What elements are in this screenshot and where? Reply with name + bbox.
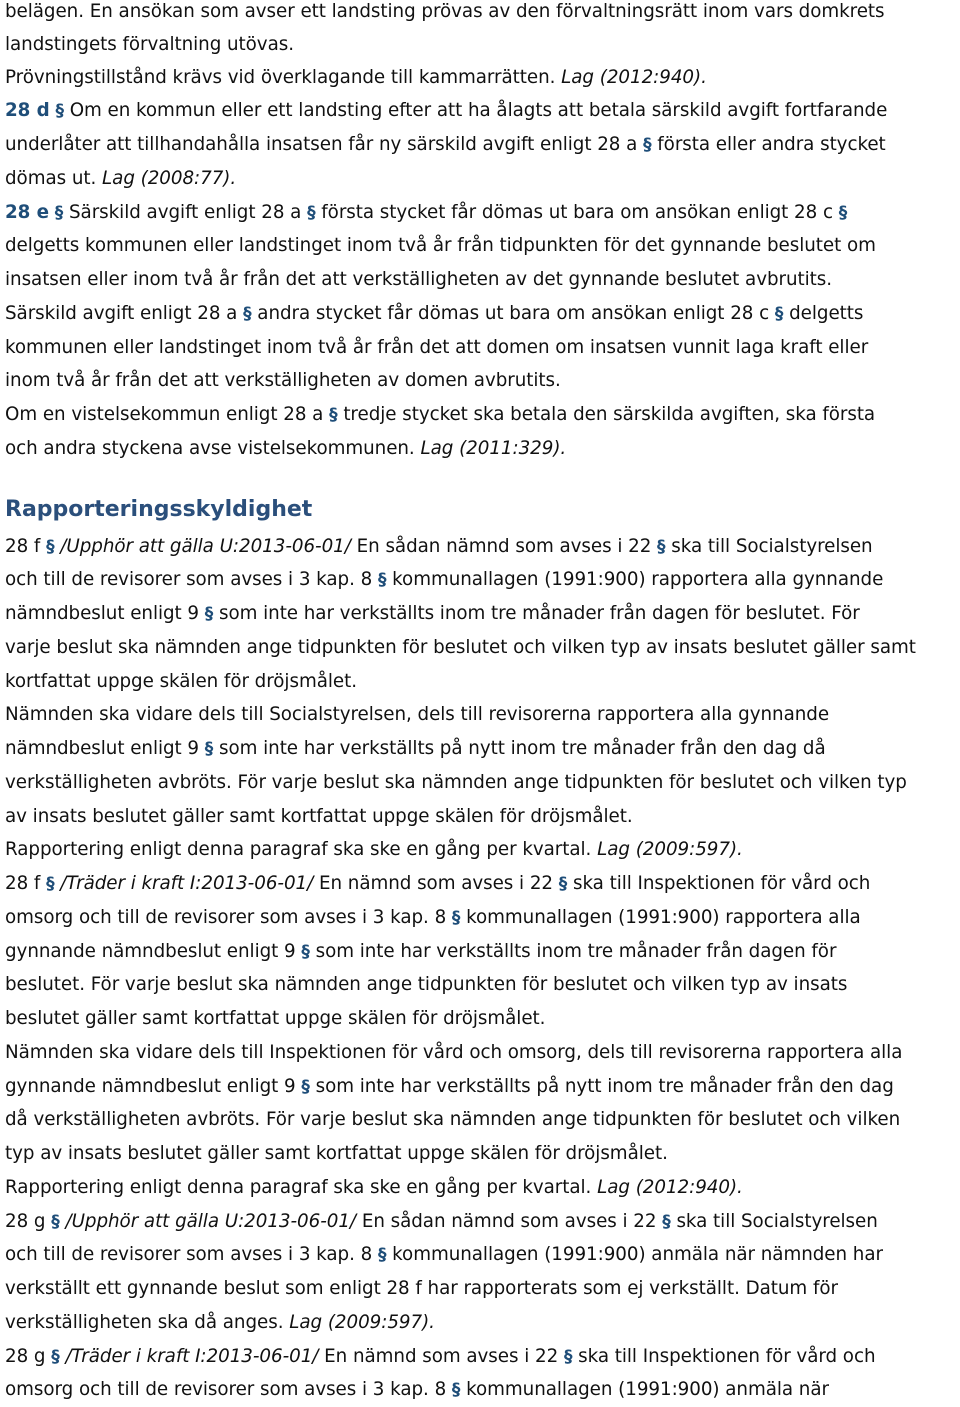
text-line	[5, 162, 236, 196]
text-line	[5, 1103, 900, 1137]
text-line	[5, 1137, 668, 1171]
section-sign-icon: §	[643, 135, 652, 155]
text: gynnande nämndbeslut enligt 9	[5, 1076, 296, 1097]
text: och andra styckena avse vistelsekommunen.	[5, 438, 415, 459]
text: som inte har verkställts inom tre månader från dagen för beslutet. För	[219, 603, 860, 624]
text-line	[5, 1238, 883, 1272]
text: Om en kommun eller ett landsting efter att ha ålagts att betala särskild avgift fortfarande	[69, 100, 888, 121]
law-reference: Lag (2012:940).	[561, 67, 707, 88]
text-line	[5, 732, 826, 766]
text: Särskild avgift enligt 28 a	[69, 202, 302, 223]
law-reference: Lag (2008:77).	[102, 168, 237, 189]
text-line	[5, 935, 836, 969]
validity-status: /Upphör att gälla U:2013-06-01/	[60, 536, 351, 557]
text: En nämnd som avses i 22	[318, 873, 553, 894]
validity-status: /Träder i kraft I:2013-06-01/	[65, 1346, 319, 1367]
text: tredje stycket ska betala den särskilda avgiften, ska första	[343, 404, 876, 425]
law-reference: Lag (2012:940).	[597, 1177, 743, 1198]
text-line	[5, 1002, 545, 1036]
section-sign-icon: §	[55, 101, 64, 121]
text-line	[5, 364, 561, 398]
paragraph-number: 28 g	[5, 1346, 46, 1367]
text-line	[5, 1171, 743, 1205]
law-reference: Lag (2011:329).	[420, 438, 567, 459]
text-line	[5, 1036, 902, 1070]
text: kommunallagen (1991:900) anmäla när nämnden har	[392, 1244, 883, 1265]
text: verkställt ett gynnande beslut som enligt 28 f har rapporterats som ej verkställt. Datum för	[5, 1278, 838, 1299]
text-line	[5, 1070, 894, 1104]
text-line	[5, 867, 870, 901]
text: Rapportering enligt denna paragraf ska ske en gång per kvartal.	[5, 839, 592, 860]
text-line	[5, 196, 847, 230]
text: underlåter att tillhandahålla insatsen får ny särskild avgift enligt 28 a	[5, 134, 638, 155]
text: kommunen eller landstinget inom två år från det att domen om insatsen vunnit laga kraft eller	[5, 337, 869, 358]
section-sign-icon: §	[46, 537, 55, 557]
text: kommunallagen (1991:900) rapportera alla	[466, 907, 861, 928]
text: av insats beslutet gäller samt kortfattat uppge skälen för dröjsmålet.	[5, 806, 633, 827]
section-heading: Rapporteringsskyldighet	[5, 497, 313, 522]
text: då verkställigheten avbröts. För varje beslut ska nämnden ange tidpunkten för beslutet och vilken	[5, 1109, 901, 1130]
text: landstingets förvaltning utövas.	[5, 34, 294, 55]
text: Nämnden ska vidare dels till Socialstyrelsen, dels till revisorerna rapportera alla gynnande	[5, 704, 830, 725]
section-sign-icon: §	[204, 739, 214, 759]
paragraph-number: 28 f	[5, 536, 41, 557]
text-line	[5, 1373, 829, 1407]
text: inom två år från det att verkställigheten av domen avbrutits.	[5, 370, 561, 391]
text: ska till Socialstyrelsen	[676, 1211, 878, 1232]
section-sign-icon: §	[51, 1347, 60, 1367]
text: Nämnden ska vidare dels till Inspektionen för vård och omsorg, dels till revisorerna rapportera alla	[5, 1042, 903, 1063]
text: delgetts kommunen eller landstinget inom två år från tidpunkten för det gynnande beslutet om	[5, 235, 876, 256]
section-sign-icon: §	[451, 1380, 461, 1400]
text: ska till Socialstyrelsen	[671, 536, 873, 557]
text-line	[5, 631, 916, 665]
text: Prövningstillstånd krävs vid överklagande till kammarrätten.	[5, 67, 556, 88]
text: En nämnd som avses i 22	[324, 1346, 559, 1367]
text: gynnande nämndbeslut enligt 9	[5, 941, 296, 962]
text: ska till Inspektionen för vård och	[578, 1346, 876, 1367]
text-line	[5, 1272, 838, 1306]
text-line	[5, 94, 887, 128]
text: nämndbeslut enligt 9	[5, 738, 200, 759]
text: beslutet gäller samt kortfattat uppge skälen för dröjsmålet.	[5, 1008, 546, 1029]
text-line	[5, 0, 885, 29]
text: och till de revisorer som avses i 3 kap. 8	[5, 1244, 373, 1265]
text: En sådan nämnd som avses i 22	[356, 536, 652, 557]
text: verkställigheten ska då anges.	[5, 1312, 284, 1333]
text: insatsen eller inom två år från det att verkställigheten av det gynnande beslutet avbrutits.	[5, 269, 833, 290]
text: Rapportering enligt denna paragraf ska ske en gång per kvartal.	[5, 1177, 592, 1198]
text-line	[5, 1340, 875, 1374]
text: dömas ut.	[5, 168, 97, 189]
section-sign-icon: §	[307, 203, 316, 223]
text-line	[5, 229, 876, 263]
text: ska till Inspektionen för vård och	[572, 873, 871, 894]
text: kommunallagen (1991:900) rapportera alla gynnande	[392, 569, 884, 590]
text: kortfattat uppge skälen för dröjsmålet.	[5, 671, 357, 692]
text: Särskild avgift enligt 28 a	[5, 303, 238, 324]
text-line	[5, 128, 886, 162]
section-sign-icon: §	[301, 1077, 310, 1097]
text-line	[5, 398, 875, 432]
text: typ av insats beslutet gäller samt kortfattat uppge skälen för dröjsmålet.	[5, 1143, 668, 1164]
text-line	[5, 263, 832, 297]
text: beslutet. För varje beslut ska nämnden ange tidpunkten för beslutet och vilken typ av insats	[5, 974, 848, 995]
text-line	[5, 800, 633, 834]
text-line	[5, 901, 861, 935]
law-reference: Lag (2009:597).	[597, 839, 743, 860]
text: En sådan nämnd som avses i 22	[361, 1211, 657, 1232]
text-line	[5, 297, 863, 331]
text: första eller andra stycket	[657, 134, 886, 155]
text: verkställigheten avbröts. För varje beslut ska nämnden ange tidpunkten för beslutet och vilken typ	[5, 772, 907, 793]
paragraph-number: 28 g	[5, 1211, 46, 1232]
validity-status: /Upphör att gälla U:2013-06-01/	[65, 1211, 357, 1232]
text: nämndbeslut enligt 9	[5, 603, 200, 624]
text-line	[5, 530, 873, 564]
section-sign-icon: §	[657, 537, 666, 557]
section-sign-icon: §	[377, 1245, 387, 1265]
text-line	[5, 698, 829, 732]
section-sign-icon: §	[51, 1212, 60, 1232]
section-sign-icon: §	[451, 908, 461, 928]
text-line	[5, 665, 357, 699]
text: belägen. En ansökan som avser ett landsting prövas av den förvaltningsrätt inom vars domkrets	[5, 1, 885, 22]
text-line	[5, 1205, 878, 1239]
text: och till de revisorer som avses i 3 kap. 8	[5, 569, 373, 590]
text-line	[5, 766, 907, 800]
text: andra stycket får dömas ut bara om ansökan enligt 28 c	[257, 303, 770, 324]
section-sign-icon: §	[204, 604, 214, 624]
text-line	[5, 331, 868, 365]
section-sign-icon: §	[662, 1212, 671, 1232]
text: delgetts	[789, 303, 864, 324]
text: varje beslut ska nämnden ange tidpunkten för beslutet och vilken typ av insats beslutet gäller samt	[5, 637, 916, 658]
section-sign-icon: §	[774, 304, 784, 324]
section-sign-icon: §	[54, 203, 64, 223]
text: som inte har verkställts på nytt inom tre månader från den dag	[315, 1076, 894, 1097]
text: kommunallagen (1991:900) anmäla när	[466, 1379, 829, 1400]
text-line	[5, 28, 294, 62]
paragraph-number: 28 f	[5, 873, 41, 894]
text-line	[5, 968, 847, 1002]
section-sign-icon: §	[46, 874, 55, 894]
text: Om en vistelsekommun enligt 28 a	[5, 404, 324, 425]
section-sign-icon: §	[329, 405, 338, 425]
text-line	[5, 563, 883, 597]
text: omsorg och till de revisorer som avses i 3 kap. 8	[5, 907, 447, 928]
text: första stycket får dömas ut bara om ansökan enligt 28 c	[321, 202, 833, 223]
validity-status: /Träder i kraft I:2013-06-01/	[60, 873, 314, 894]
text-line	[5, 833, 743, 867]
section-sign-icon: §	[243, 304, 252, 324]
paragraph-number: 28 e	[5, 202, 50, 223]
text-line	[5, 597, 860, 631]
section-sign-icon: §	[301, 942, 310, 962]
text-line	[5, 1306, 435, 1340]
paragraph-number: 28 d	[5, 100, 50, 121]
text-line	[5, 61, 707, 95]
section-sign-icon: §	[563, 1347, 573, 1367]
text: som inte har verkställts inom tre månader från dagen för	[315, 941, 837, 962]
text: omsorg och till de revisorer som avses i 3 kap. 8	[5, 1379, 447, 1400]
text: som inte har verkställts på nytt inom tre månader från den dag då	[219, 738, 826, 759]
section-sign-icon: §	[838, 203, 848, 223]
section-sign-icon: §	[558, 874, 568, 894]
law-reference: Lag (2009:597).	[289, 1312, 435, 1333]
section-sign-icon: §	[377, 570, 387, 590]
text-line	[5, 432, 566, 466]
